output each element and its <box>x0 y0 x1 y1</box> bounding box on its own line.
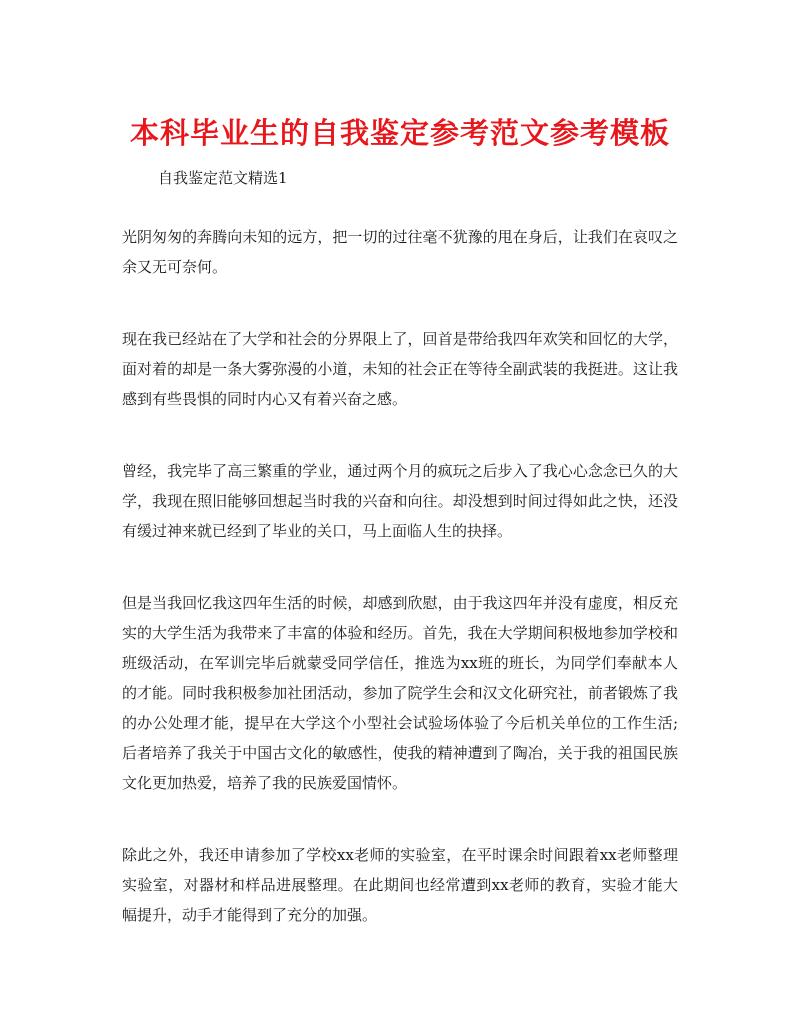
paragraph-3: 曾经，我完毕了高三繁重的学业，通过两个月的疯玩之后步入了我心心念念已久的大学，我现在照旧能够回想起当时我的兴奋和向往。却没想到时间过得如此之快，还没有缓过神来就已经到了毕业的关口，马上面临人生的抉择。 <box>122 462 678 540</box>
document-subtitle: 自我鉴定范文精选1 <box>158 169 288 187</box>
document-title: 本科毕业生的自我鉴定参考范文参考模板 <box>129 116 670 150</box>
paragraph-1: 光阴匆匆的奔腾向未知的远方，把一切的过往毫不犹豫的甩在身后，让我们在哀叹之余又无可奈何。 <box>122 228 678 276</box>
paragraph-5: 除此之外，我还申请参加了学校xx老师的实验室，在平时课余时间跟着xx老师整理实验室，对器材和样品进展整理。在此期间也经常遭到xx老师的教育，实验才能大幅提升，动手才能得到了充分的加强。 <box>122 846 678 924</box>
paragraph-2: 现在我已经站在了大学和社会的分界限上了，回首是带给我四年欢笑和回忆的大学，面对着的却是一条大雾弥漫的小道，未知的社会正在等待全副武装的我挺进。这让我感到有些畏惧的同时内心又有着兴奋之感。 <box>122 330 678 408</box>
document-body <box>122 222 678 972</box>
paragraph-4: 但是当我回忆我这四年生活的时候，却感到欣慰，由于我这四年并没有虚度，相反充实的大学生活为我带来了丰富的体验和经历。首先，我在大学期间积极地参加学校和班级活动，在军训完毕后就蒙受同学信任，推选为xx班的班长，为同学们奉献本人的才能。同时我积极参加社团活动，参加了院学生会和汉文化研究社，前者锻炼了我的办公处理才能，提早在大学这个小型社会试验场体验了今后机关单位的工作生活;后者培养了我关于中国古文化的敏感性，使我的精神遭到了陶冶，关于我的祖国民族文化更加热爱，培养了我的民族爱国情怀。 <box>122 594 678 792</box>
